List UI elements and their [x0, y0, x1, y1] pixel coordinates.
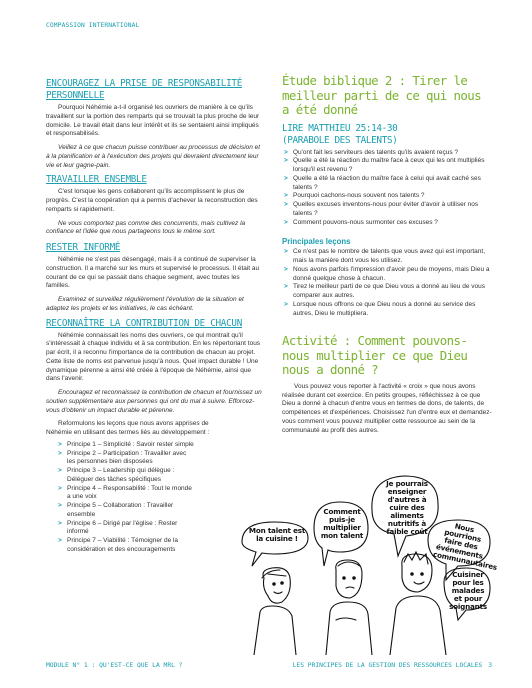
paragraph-italic: Examinez et surveillez régulièrement l'évolution de la situation et adaptez les projets et les initiatives, le cas échéant. — [46, 296, 244, 312]
list-item: > Principe 5 – Collaboration : Travailler ensemble — [58, 502, 174, 518]
arrow-icon: > — [284, 248, 288, 256]
list-item: > Principe 7 – Viabilité : Témoigner de la considération et des encouragements — [58, 537, 179, 553]
principles-list — [46, 441, 196, 555]
arrow-icon: > — [284, 192, 288, 200]
paragraph: C'est lorsque les gens collaborent qu'ils accomplissent le plus de progrès. C'est la coopération qui a permis d'achever la reconstruction des remparts si rapidement. — [46, 188, 258, 213]
speech-bubble-1: Mon talent est la cuisine ! — [248, 526, 306, 543]
list-item: > Principe 4 – Responsabilité : Tout le monde a une voix — [58, 484, 192, 501]
reading-subtitle: (PARABOLE DES TALENTS) — [282, 134, 398, 146]
arrow-icon: > — [284, 283, 288, 291]
speech-bubble-2: Comment puis-je multiplier mon talent — [320, 507, 364, 540]
footer-right — [293, 662, 492, 669]
key-lessons-title: Principales leçons — [282, 237, 351, 247]
arrow-icon: > — [284, 148, 288, 156]
arrow-icon: > — [58, 502, 62, 509]
list-item: > Qu'ont fait les serviteurs des talents qu'ils avaient reçus ? — [284, 148, 459, 156]
list-item: > Principe 6 – Dirigé par l'église : Rester informé — [58, 519, 178, 536]
reading-reference: LIRE MATTHIEU 25:14-30 — [282, 122, 398, 134]
section-title-responsibility: ENCOURAGEZ LA PRISE DE RESPONSABILITÉ PERSONNELLE — [46, 78, 242, 101]
right-column — [282, 74, 492, 435]
speech-bubble-4: Nous pourrions faire des événements communautaires — [432, 521, 498, 572]
list-item: > Ce n'est pas le nombre de talents que vous avez qui est important, mais la manière dont vous les utilisez. — [284, 248, 486, 264]
arrow-icon: > — [58, 537, 62, 544]
arrow-icon: > — [284, 218, 288, 226]
section-title-informed: RESTER INFORMÉ — [46, 242, 121, 253]
speech-bubble-3: Je pourrais enseigner d'autres à cuire des aliments nutritifs à faible coût — [386, 479, 428, 536]
section-title-teamwork: TRAVAILLER ENSEMBLE — [46, 174, 147, 186]
list-item: > Quelles excuses inventons-nous pour éviter d'avoir à utiliser nos talents ? — [284, 201, 479, 217]
list-item: > Comment pouvons-nous surmonter ces excuses ? — [284, 218, 438, 226]
activity-title: Activité : Comment pouvons-nous multiplier ce que Dieu nous a donné ? — [282, 333, 468, 378]
arrow-icon: > — [58, 484, 62, 492]
arrow-icon: > — [58, 449, 62, 457]
page-number: 3 — [488, 662, 492, 669]
list-item: > Quelle a été la réaction du maître face à celui qui avait caché ses talents ? — [284, 174, 481, 191]
list-item: > Principe 2 – Participation : Travailler avec les personnes bien disposées — [58, 449, 187, 466]
list-item: > Quelle a été la réaction du maître face à ceux qui les ont multipliés lorsqu'il est revenu ? — [284, 157, 485, 173]
list-item: > Pourquoi cachons-nous souvent nos talents ? — [284, 192, 425, 200]
paragraph: Reformulons les leçons que nous avons apprises de Néhémie en utilisant des termes liés au développement : — [46, 420, 210, 436]
list-item: > Lorsque nous offrons ce que Dieu nous a donné au service des autres, Dieu le multipliera. — [284, 300, 476, 317]
list-item: > Principe 3 – Leadership qui délègue : Déléguer des tâches spécifiques — [58, 467, 175, 483]
arrow-icon: > — [284, 157, 288, 165]
questions-list — [282, 149, 492, 228]
activity-paragraph: Vous pouvez vous reporter à l'activité « croix » que nous avons réalisée durant cet exercice. En petits groupes, réfléchissez à ce que Dieu a donné à chacun d'entre vous en termes de dons, de talents, de compétences et d'expériences. Choisissez l'un d'entre eux et demandez-vous comment vous pouvez multiplier cette ressource au sein de la communauté au profit des autres. — [282, 382, 492, 434]
arrow-icon: > — [58, 519, 62, 527]
paragraph: Néhémie connaissait les noms des ouvriers, ce qui montrait qu'il s'intéressait à chaque individu et à sa contribution. En les répertoriant tous par écrit, il a reconnu l'importance de la contribution de chacun au projet. Cette liste de noms est parvenue jusqu'à nous. Quel impact durable ! Une dynamique pérenne a ainsi été créée à l'époque de Néhémie, ainsi que dans l'avenir. — [46, 331, 261, 383]
arrow-icon: > — [284, 201, 288, 208]
paragraph: Néhémie ne s'est pas désengagé, mais il a continué de superviser la construction. Il a marché sur les murs et supervisé le processus. Il était au courant de ce qui se passait dans chaque segment, avec toutes les familles. — [46, 256, 260, 290]
speech-bubble-5: Cuisiner pour les malades et pour soignants — [449, 570, 487, 611]
bible-study-title: Étude biblique 2 : Tirer le meilleur parti de ce qui nous a été donné — [282, 73, 481, 117]
page-header: COMPASSION INTERNATIONAL — [46, 22, 140, 29]
arrow-icon: > — [284, 265, 288, 273]
arrow-icon: > — [58, 467, 62, 474]
paragraph-italic: Veillez à ce que chacun puisse contribuer au processus de décision et à la planification et à l'exécution des projets qui devraient directement leur vie et leur gagne-pain. — [46, 144, 261, 169]
footer-module-title: MODULE N° 1 : QU'EST-CE QUE LA MRL ? — [46, 662, 183, 669]
cartoon-illustration — [232, 470, 504, 655]
list-item: > Principe 1 – Simplicité : Savoir rester simple — [58, 440, 194, 448]
lessons-list — [282, 248, 492, 318]
paragraph: Pourquoi Néhémie a-t-il organisé les ouvriers de manière à ce qu'ils travaillent sur la portion des remparts qui se trouvait la plus proche de leur domicile. Le travail était dans leur intérêt et ils se sentaient ainsi impliqués et responsabilisés. — [46, 104, 260, 138]
list-item: > Nous avons parfois l'impression d'avoir peu de moyens, mais Dieu a donné quelque chose à chacun. — [284, 265, 490, 282]
arrow-icon: > — [58, 440, 62, 448]
paragraph-italic: Ne vous comportez pas comme des concurrents, mais cultivez la confiance et l'idée que nous partageons tous le même sort. — [46, 219, 246, 236]
footer-section-title: LES PRINCIPES DE LA GESTION DES RESSOURCES LOCALES — [292, 662, 483, 669]
list-item: > Tirez le meilleur parti de ce que Dieu vous a donné au lieu de vous comparer aux autres. — [284, 283, 485, 299]
section-title-recognition: RECONNAÎTRE LA CONTRIBUTION DE CHACUN — [46, 317, 242, 329]
arrow-icon: > — [284, 174, 288, 182]
arrow-icon: > — [284, 300, 288, 308]
paragraph-italic: Encouragez et reconnaissez la contribution de chacun et fournissez un soutien supplémentaire aux personnes qui ont du mal à suivre. Efforcez-vous d'obtenir un impact durable et pérenne. — [46, 389, 262, 414]
